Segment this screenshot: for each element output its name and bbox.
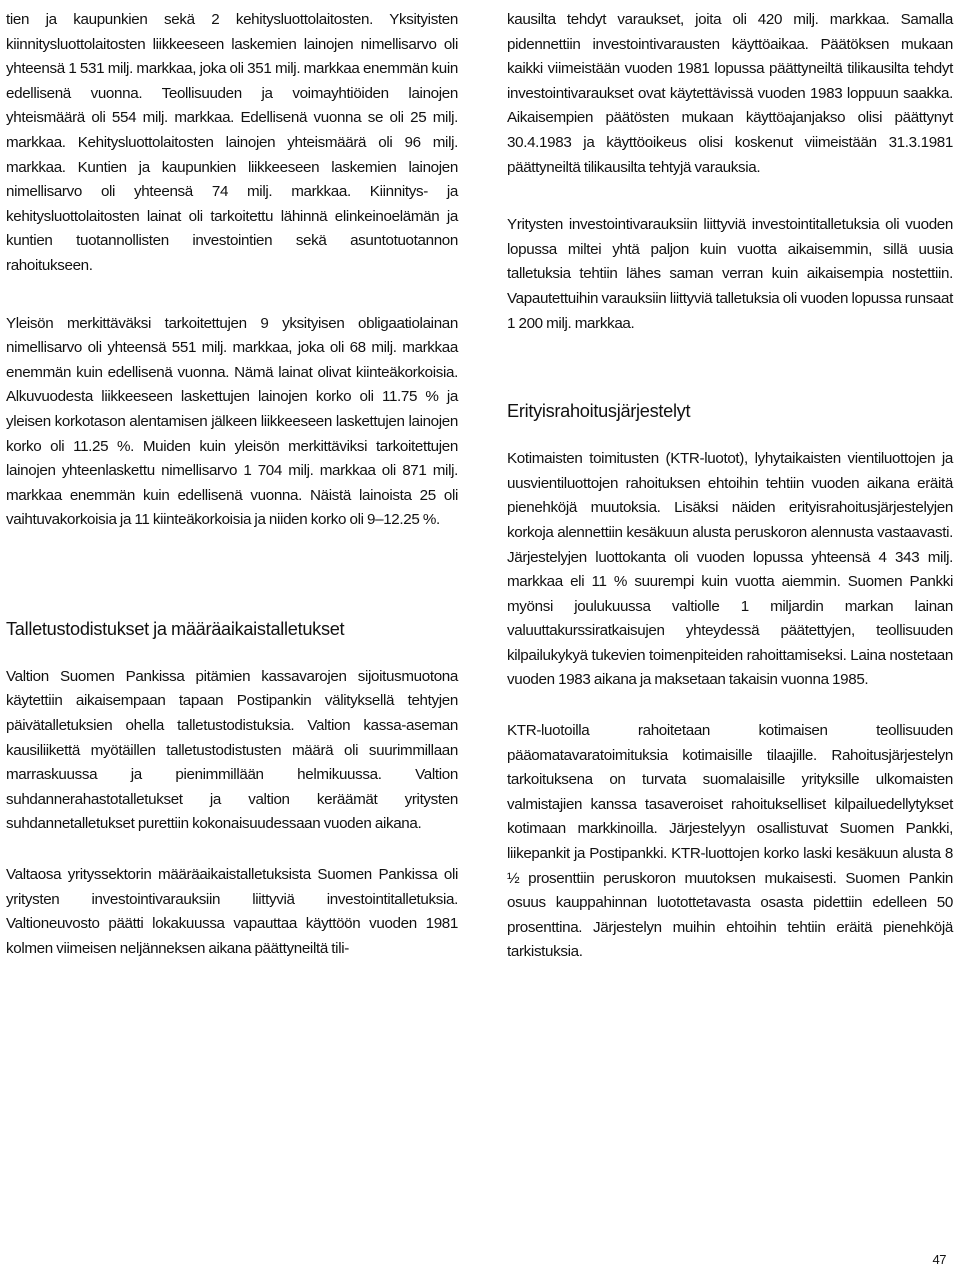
right-paragraph-ktr-credits: Kotimaisten toimitusten (KTR-luotot), lyhytaikaisten vientiluottojen ja uusvientiluottojen rahoituksen ehtoihin tehtiin vuoden aikana eräitä pienehköjä muutoksia. Lisäksi näiden erityisrahoitusjärjestelyjen korkoja alennettiin kesäkuun alusta peruskoron alennusta vastaavasti. Järjestelyjen luottokanta oli vuoden lopussa yhteensä 4 343 milj. markkaa eli 11 % suurempi kuin vuotta aiemmin. Suomen Pankki myönsi joulukuussa valtiolle 1 miljardin markan lainan valuuttakurssiratkaisujen yhteydessä päätettyjen, teollisuuden kilpailukykyä tukevien toimenpiteiden rahoittamiseksi. Laina nostetaan vuoden 1983 aikana ja maksetaan takaisin vuonna 1985. (507, 450, 953, 689)
page-number: 47 (932, 1252, 946, 1267)
left-paragraph-deposit-certificates: Valtion Suomen Pankissa pitämien kassavarojen sijoitusmuotona käytettiin aikaisempaan tapaan Postipankin välityksellä tehtyjen päivätalletuksien ohella talletustodistuksia. Valtion kassa-aseman kausiliikettä myötäillen talletustodistusten määrä oli suurimmillaan marraskuussa ja pienimmillään helmikuussa. Valtion suhdannerahastotalletukset ja valtion keräämät yritysten suhdannetalletukset purettiin kokonaisuudessaan vuoden aikana. (6, 667, 458, 833)
left-paragraph-public-bonds: Yleisön merkittäväksi tarkoitettujen 9 yksityisen obligaatiolainan nimellisarvo oli yhteensä 551 milj. markkaa, joka oli 68 milj. markkaa enemmän kuin edellisenä vuonna. Nämä lainat olivat kiinteäkorkoisia. Alkuvuodesta liikkeeseen laskettujen lainojen korko oli 11.75 % ja yleisen korkotason alentamisen jälkeen liikkeeseen laskettujen lainojen korko oli 11.25 %. Muiden kuin yleisön merkittäviksi tarkoitettujen lainojen yhteenlaskettu nimellisarvo 1 704 milj. markkaa oli 871 milj. markkaa enemmän kuin edellisenä vuonna. Näistä lainoista 25 oli vaihtuvakorkoisia ja 11 kiinteäkorkoisia ja niiden korko oli 9–12.25 %. (6, 314, 458, 529)
right-paragraph-reserves: kausilta tehdyt varaukset, joita oli 420 milj. markkaa. Samalla pidennettiin investointivarausten käyttöaikaa. Päätöksen mukaan kaikki viimeistään vuoden 1981 lopussa päättyneiltä tilikausilta tehdyt investointivaraukset ovat käytettävissä vuoden 1983 loppuun saakka. Aikaisempien päätösten mukaan käyttöajanjakso olisi päättynyt 30.4.1983 ja käyttöoikeus olisi koskenut viimeistään 31.3.1981 päättyneiltä tilikausilta tehtyjä varauksia. (507, 11, 953, 176)
right-paragraph-ktr-financing: KTR-luotoilla rahoitetaan kotimaisen teollisuuden pääomatavaratoimituksia kotimaisille tilaajille. Rahoitusjärjestelyn tarkoituksena on turvata suomalaisille yrityksille ulkomaisten valmistajien kanssa tasaveroiset rahoitukselliset kilpailuedellytykset kotimaan markkinoilla. Järjestelyyn osallistuvat Suomen Pankki, liikepankit ja Postipankki. KTR-luottojen korko laski kesäkuun alusta 8 ½ prosenttiin peruskoron muutoksen mukaisesti. Suomen Pankin osuus kauppahinnan luotottetavasta osasta pidettiin edelleen 50 prosenttina. Järjestelyn muihin ehtoihin tehtiin eräitä pienehköjä tarkistuksia. (507, 722, 953, 961)
left-paragraph-term-deposits: Valtaosa yrityssektorin määräaikaistalletuksista Suomen Pankissa oli yritysten investointivarauksiin liittyviä investointitalletuksia. Valtioneuvosto päätti lokakuussa vapauttaa käyttöön vuoden 1981 kolmen viimeisen neljänneksen aikana päättyneiltä tili- (6, 866, 458, 957)
left-column (6, 8, 458, 961)
right-column (507, 8, 953, 965)
section-heading-deposits: Talletustodistukset ja määräaikaistalletukset (6, 618, 345, 639)
section-heading-special-financing: Erityisrahoitusjärjestelyt (507, 401, 691, 422)
left-paragraph-bond-issues: tien ja kaupunkien sekä 2 kehitysluottolaitosten. Yksityisten kiinnitysluottolaitosten liikkeeseen laskemien lainojen nimellisarvo oli yhteensä 1 531 milj. markkaa, joka oli 351 milj. markkaa enemmän kuin edellisenä vuonna. Teollisuuden ja voimayhtiöiden lainojen yhteismäärä oli 554 milj. markkaa. Edellisenä vuonna se oli 25 milj. markkaa. Kehitysluottolaitosten lainojen yhteismäärä oli 96 milj. markkaa. Kuntien ja kaupunkien liikkeeseen laskemien lainojen nimellisarvo oli yhteensä 74 milj. markkaa. Kiinnitys- ja kehitysluottolaitosten lainat oli tarkoitettu lähinnä elinkeinoelämän ja kuntien tuotannollisten investointien sekä asuntotuotannon rahoitukseen. (6, 11, 458, 274)
right-paragraph-investment-deposits: Yritysten investointivarauksiin liittyviä investointitalletuksia oli vuoden lopussa miltei yhtä paljon kuin vuotta aikaisemmin, sillä uusia talletuksia tehtiin lähes saman verran kuin aikaisempia nostettiin. Vapautettuihin varauksiin liittyviä talletuksia oli vuoden lopussa runsaat 1 200 milj. markkaa. (507, 216, 953, 332)
